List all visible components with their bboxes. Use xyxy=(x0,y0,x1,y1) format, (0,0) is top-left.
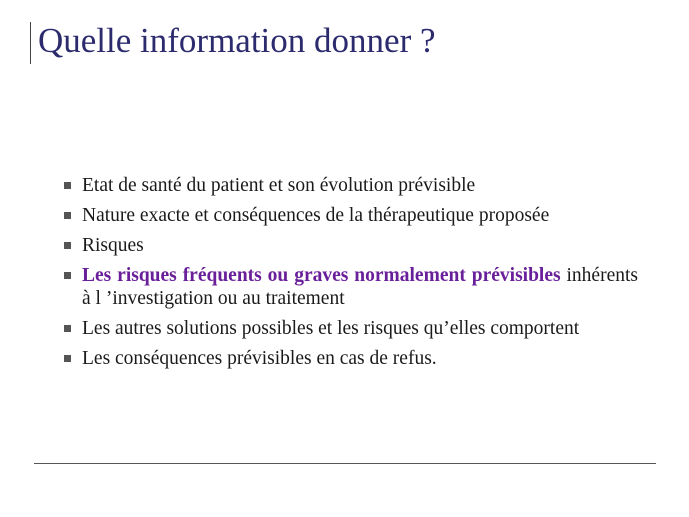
title-accent-line xyxy=(30,22,31,64)
bullet-text: Les conséquences prévisibles en cas de refus. xyxy=(82,348,437,369)
bullet-list xyxy=(64,174,638,377)
bullet-item xyxy=(64,204,638,227)
square-bullet-icon xyxy=(64,242,71,249)
bullet-text: Les autres solutions possibles et les risques qu’elles comportent xyxy=(82,318,580,339)
bullet-text: Nature exacte et conséquences de la thérapeutique proposée xyxy=(82,205,550,226)
square-bullet-icon xyxy=(64,325,71,332)
slide-title: Quelle information donner ? xyxy=(38,21,436,60)
bullet-item xyxy=(64,347,638,370)
bullet-highlight-text: Les risques fréquents ou graves normalement prévisibles xyxy=(82,265,561,286)
bullet-text: Etat de santé du patient et son évolution prévisible xyxy=(82,175,476,196)
bullet-item xyxy=(64,234,638,257)
bullet-item-highlighted xyxy=(64,264,638,310)
bullet-text: Risques xyxy=(82,235,144,256)
bullet-item xyxy=(64,317,638,340)
square-bullet-icon xyxy=(64,212,71,219)
bullet-item xyxy=(64,174,638,197)
bullet-text: inhérents à l ’investigation ou au traitement xyxy=(82,265,638,309)
square-bullet-icon xyxy=(64,355,71,362)
footer-divider xyxy=(34,463,656,464)
square-bullet-icon xyxy=(64,272,71,279)
square-bullet-icon xyxy=(64,182,71,189)
